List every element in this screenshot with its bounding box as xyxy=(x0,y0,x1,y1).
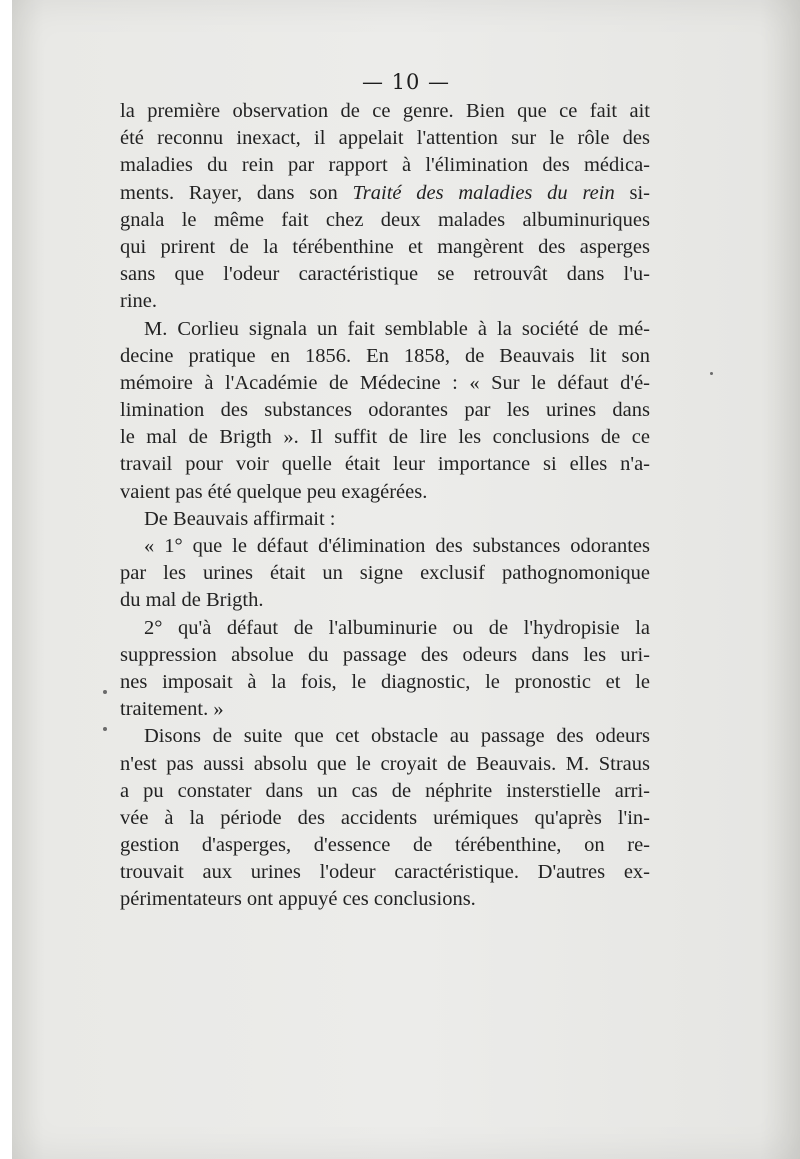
text-line: limination des substances odorantes par les urines dans xyxy=(120,399,650,422)
text-line: le mal de Brigth ». Il suffit de lire les conclusions de ce xyxy=(120,426,650,449)
text-line: qui prirent de la térébenthine et mangèrent des asperges xyxy=(120,235,650,258)
text-line: De Beauvais affirmait : xyxy=(144,507,336,530)
text-line: maladies du rein par rapport à l'élimination des médica- xyxy=(120,154,650,177)
ink-spot xyxy=(103,727,107,731)
text-line: été reconnu inexact, il appelait l'attention sur le rôle des xyxy=(120,127,650,150)
text-fragment: ments. Rayer, dans son xyxy=(120,181,338,204)
text-line: travail pour voir quelle était leur importance si elles n'a- xyxy=(120,453,650,476)
text-line: suppression absolue du passage des odeurs dans les uri- xyxy=(120,643,650,666)
text-line: traitement. » xyxy=(120,698,224,721)
text-line: decine pratique en 1856. En 1858, de Beauvais lit son xyxy=(120,344,650,367)
text-line: n'est pas aussi absolu que le croyait de Beauvais. M. Straus xyxy=(120,752,650,775)
text-line: « 1° que le défaut d'élimination des substances odorantes xyxy=(144,535,650,557)
text-line: par les urines était un signe exclusif pathognomonique xyxy=(120,562,650,585)
text-line: vaient pas été quelque peu exagérées. xyxy=(120,480,428,503)
text-line: Disons de suite que cet obstacle au passage des odeurs xyxy=(144,725,650,748)
book-page xyxy=(12,0,800,1159)
text-line: M. Corlieu signala un fait semblable à la société de mé- xyxy=(144,317,650,340)
text-line: 2° qu'à défaut de l'albuminurie ou de l'hydropisie la xyxy=(144,616,650,639)
ink-spot xyxy=(710,372,713,375)
page-number: — 10 — xyxy=(361,70,451,94)
text-line: sans que l'odeur caractéristique se retrouvât dans l'u- xyxy=(120,263,650,286)
ink-spot xyxy=(103,690,107,694)
text-line-with-title xyxy=(120,180,650,207)
book-title: Traité des maladies du rein xyxy=(352,181,615,204)
text-line: périmentateurs ont appuyé ces conclusions. xyxy=(120,888,476,911)
text-line: a pu constater dans un cas de néphrite insterstielle arri- xyxy=(120,779,650,802)
text-line: gnala le même fait chez deux malades albuminuriques xyxy=(120,208,650,231)
text-line: gestion d'asperges, d'essence de térébenthine, on re- xyxy=(120,834,650,857)
body-text xyxy=(120,98,650,914)
text-line: rine. xyxy=(120,290,157,313)
text-line: nes imposait à la fois, le diagnostic, le pronostic et le xyxy=(120,670,650,693)
text-line: du mal de Brigth. xyxy=(120,589,264,612)
text-line: trouvait aux urines l'odeur caractéristique. D'autres ex- xyxy=(120,861,650,884)
text-line: la première observation de ce genre. Bien que ce fait ait xyxy=(120,100,650,122)
text-line: mémoire à l'Académie de Médecine : « Sur le défaut d'é- xyxy=(120,371,650,394)
text-fragment: si- xyxy=(629,181,650,204)
text-line: vée à la période des accidents urémiques qu'après l'in- xyxy=(120,806,650,829)
